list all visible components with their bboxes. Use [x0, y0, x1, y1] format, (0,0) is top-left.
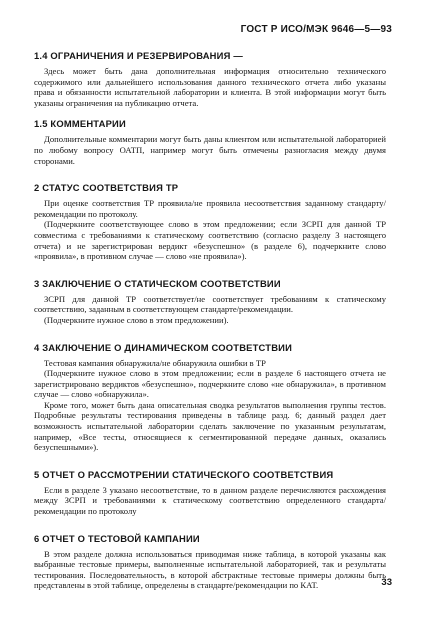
paragraph: Здесь может быть дана дополнительная информация относительно технического содержимого или дальнейшего использования данного технического отчета либо указаны права и обязанности испытательной лаборатории и клиента. В этой информации могут быть указаны ограничения на публикацию отчета.	[34, 66, 386, 108]
paragraph: В этом разделе должна использоваться приводимая ниже таблица, в которой указаны как выбранные тестовые примеры, выполненные испытательной лабораторией, так и результаты тестирования. Последовательность, в которой абстрактные тестовые примеры должны быть представлены в этой таблице, определены в стандарте/рекомендации по КАТ.	[34, 548, 386, 591]
section-heading: 3 ЗАКЛЮЧЕНИЕ О СТАТИЧЕСКОМ СООТВЕТСТВИИ	[34, 277, 281, 289]
section-1-5	[34, 118, 386, 166]
paragraph: Если в разделе 3 указано несоответствие, то в данном разделе перечисляются расхождения между ЗСРП и требованиями к статическому соответствию определенного стандарта/рекомендации по протоколу	[34, 484, 386, 517]
paragraph: (Подчеркните нужное слово в этом предложении).	[44, 314, 229, 325]
paragraph: (Подчеркните нужное слово в этом предложении; если в разделе 6 настоящего отчета не зарегистрировано вердиктов «безуспешно», подчеркните слово «не обнаружила», в противном случае — слово «обнаружила».	[34, 368, 386, 400]
section-heading: 5 ОТЧЕТ О РАССМОТРЕНИИ СТАТИЧЕСКОГО СООТВЕТСТВИЯ	[34, 468, 334, 480]
paragraph: При оценке соответствия ТР проявила/не проявила несоответствия заданному стандарту/рекомендации по протоколу.	[34, 198, 386, 219]
section-4	[34, 342, 386, 453]
paragraph: (Подчеркните соответствующее слово в этом предложении; если ЗСРП для данной ТР совместима с требованиями к статическому соответствию (согласно разделу 3 настоящего отчета) и не зарегистрирован вердикт «безуспешно» (в разделе 6), подчеркните слово «проявила», в противном случае — слово «не проявила»).	[34, 219, 386, 262]
section-heading: 1.5 КОММЕНТАРИИ	[34, 118, 126, 130]
page-number: 33	[381, 577, 392, 588]
section-2	[34, 182, 386, 262]
document-header: ГОСТ Р ИСО/МЭК 9646—5—93	[240, 24, 392, 35]
section-5	[34, 469, 386, 517]
paragraph: ЗСРП для данной ТР соответствует/не соответствует требованиям к статическому соответствию, заданным в соответствующем стандарте/рекомендации.	[34, 293, 386, 315]
section-6	[34, 533, 386, 591]
section-heading: 4 ЗАКЛЮЧЕНИЕ О ДИНАМИЧЕСКОМ СООТВЕТСТВИИ	[34, 341, 293, 353]
page-content	[34, 50, 386, 591]
paragraph: Кроме того, может быть дана описательная сводка результатов выполнения группы тестов. Подробные результаты тестирования приведены в таблице разд. 6; данный раздел дает возможность испытательной лаборатории сделать заключение по указанным результатам, например, «Все тесты, относящиеся к сегментированной передаче данных, оказались безуспешными»).	[34, 399, 386, 453]
section-3	[34, 278, 386, 326]
section-heading: 6 ОТЧЕТ О ТЕСТОВОЙ КАМПАНИИ	[34, 532, 200, 544]
section-heading: 1.4 ОГРАНИЧЕНИЯ И РЕЗЕРВИРОВАНИЯ —	[34, 50, 243, 61]
section-heading: 2 СТАТУС СООТВЕТСТВИЯ ТР	[34, 182, 179, 194]
paragraph: Дополнительные комментарии могут быть даны клиентом или испытательной лабораторией по любому вопросу ОАТП, например могут быть отмечены разногласия между двумя сторонами.	[34, 134, 386, 166]
paragraph: Тестовая кампания обнаружила/не обнаружила ошибки в ТР	[44, 357, 266, 368]
section-1-4	[34, 50, 386, 108]
